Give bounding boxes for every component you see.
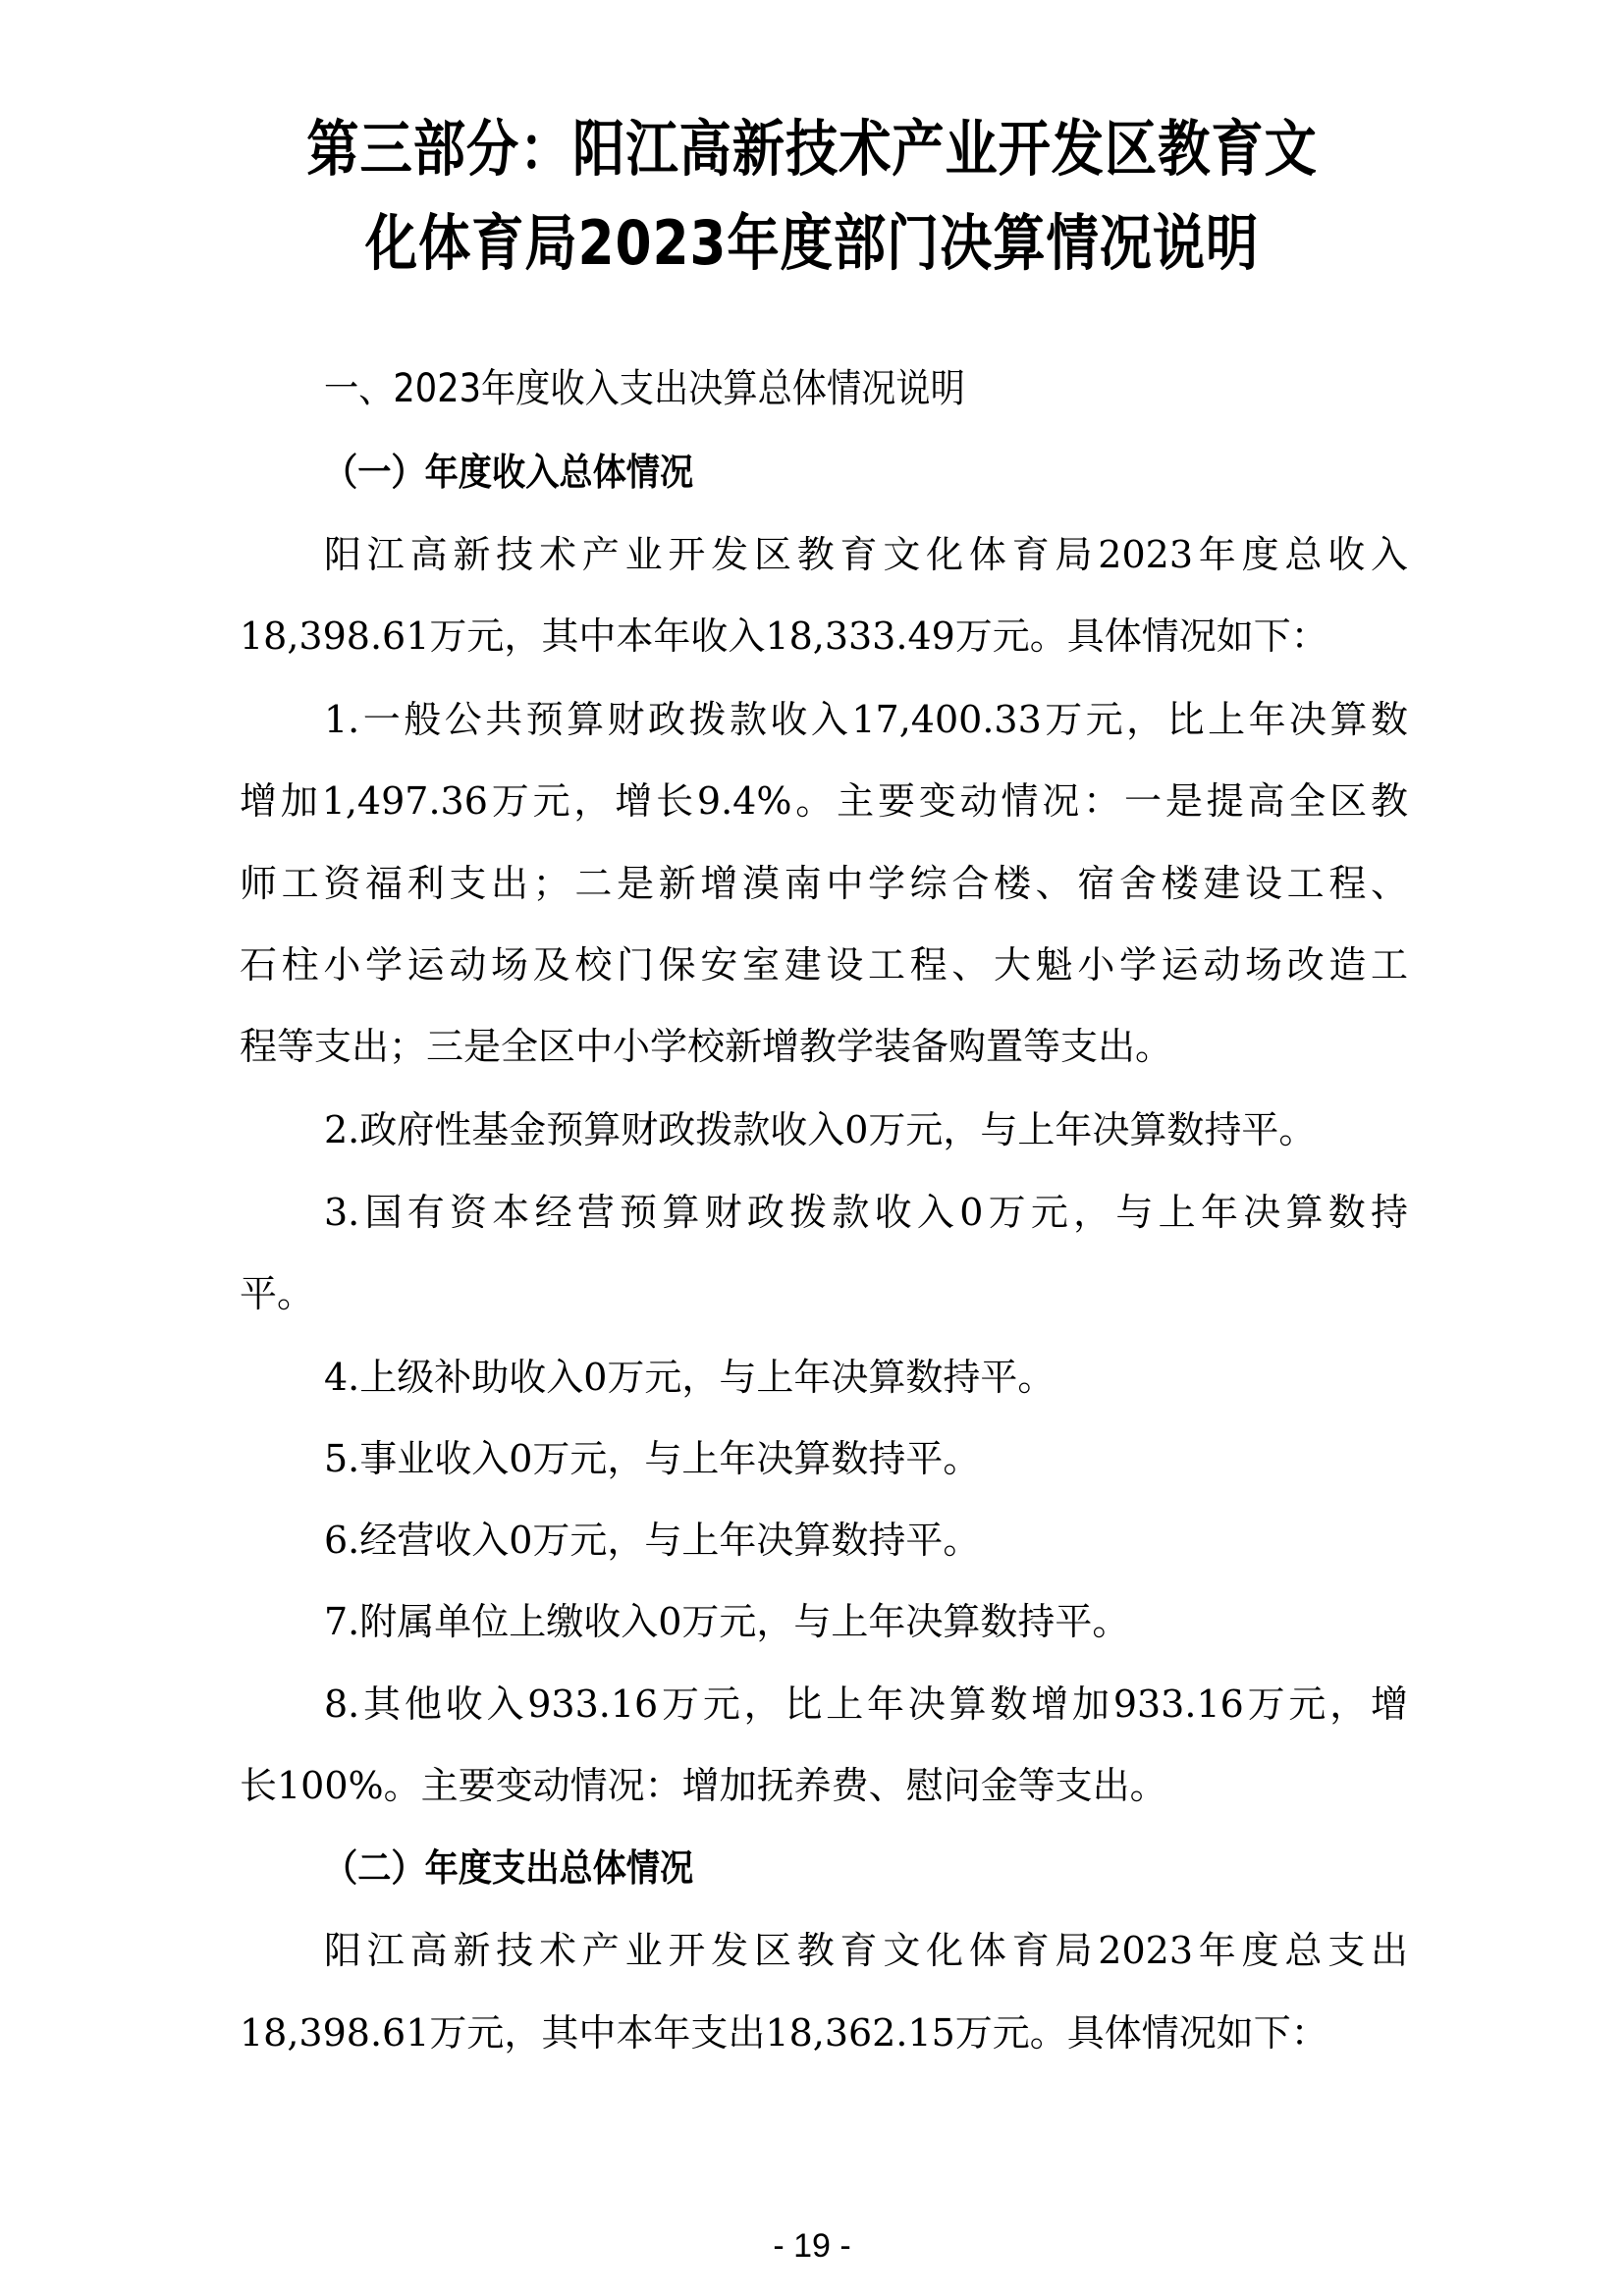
income-item1-line-5: 程等支出；三是全区中小学校新增教学装备购置等支出。: [240, 1025, 1173, 1068]
income-subheading: （一）年度收入总体情况: [324, 451, 694, 494]
income-item6: 6.经营收入0万元，与上年决算数持平。: [324, 1519, 981, 1562]
income-item4: 4.上级补助收入0万元，与上年决算数持平。: [324, 1356, 1056, 1399]
expenditure-subheading: （二）年度支出总体情况: [324, 1846, 694, 1890]
income-item1-line-4: 石柱小学运动场及校门保安室建设工程、大魁小学运动场改造工: [240, 943, 1408, 987]
income-item8-line-2: 长100%。主要变动情况：增加抚养费、慰问金等支出。: [240, 1764, 1167, 1807]
section-heading: 一、2023年度收入支出决算总体情况说明: [324, 366, 965, 411]
income-intro-line-2: 18,398.61万元，其中本年收入18,333.49万元。具体情况如下：: [240, 614, 1328, 658]
income-item3-line-1: 3.国有资本经营预算财政拨款收入0万元，与上年决算数持: [324, 1191, 1408, 1234]
expenditure-intro-line-1: 阳江高新技术产业开发区教育文化体育局2023年度总支出: [324, 1929, 1408, 1972]
income-item8-line-1: 8.其他收入933.16万元，比上年决算数增加933.16万元，增: [324, 1682, 1408, 1726]
income-item3-line-2: 平。: [240, 1272, 315, 1315]
expenditure-intro-line-2: 18,398.61万元，其中本年支出18,362.15万元。具体情况如下：: [240, 2011, 1328, 2055]
document-title-line-1: 第三部分：阳江高新技术产业开发区教育文: [306, 113, 1318, 185]
income-item1-line-1: 1.一般公共预算财政拨款收入17,400.33万元，比上年决算数: [324, 698, 1408, 741]
income-item1-line-2: 增加1,497.36万元，增长9.4%。主要变动情况：一是提高全区教: [240, 779, 1408, 823]
income-item1-line-3: 师工资福利支出；二是新增漠南中学综合楼、宿舍楼建设工程、: [240, 862, 1408, 905]
income-intro-line-1: 阳江高新技术产业开发区教育文化体育局2023年度总收入: [324, 533, 1408, 576]
income-item5: 5.事业收入0万元，与上年决算数持平。: [324, 1437, 981, 1480]
income-item2: 2.政府性基金预算财政拨款收入0万元，与上年决算数持平。: [324, 1108, 1317, 1151]
page-number: - 19 -: [773, 2227, 851, 2265]
income-item7: 7.附属单位上缴收入0万元，与上年决算数持平。: [324, 1600, 1130, 1643]
document-title-line-2: 化体育局2023年度部门决算情况说明: [364, 207, 1260, 279]
